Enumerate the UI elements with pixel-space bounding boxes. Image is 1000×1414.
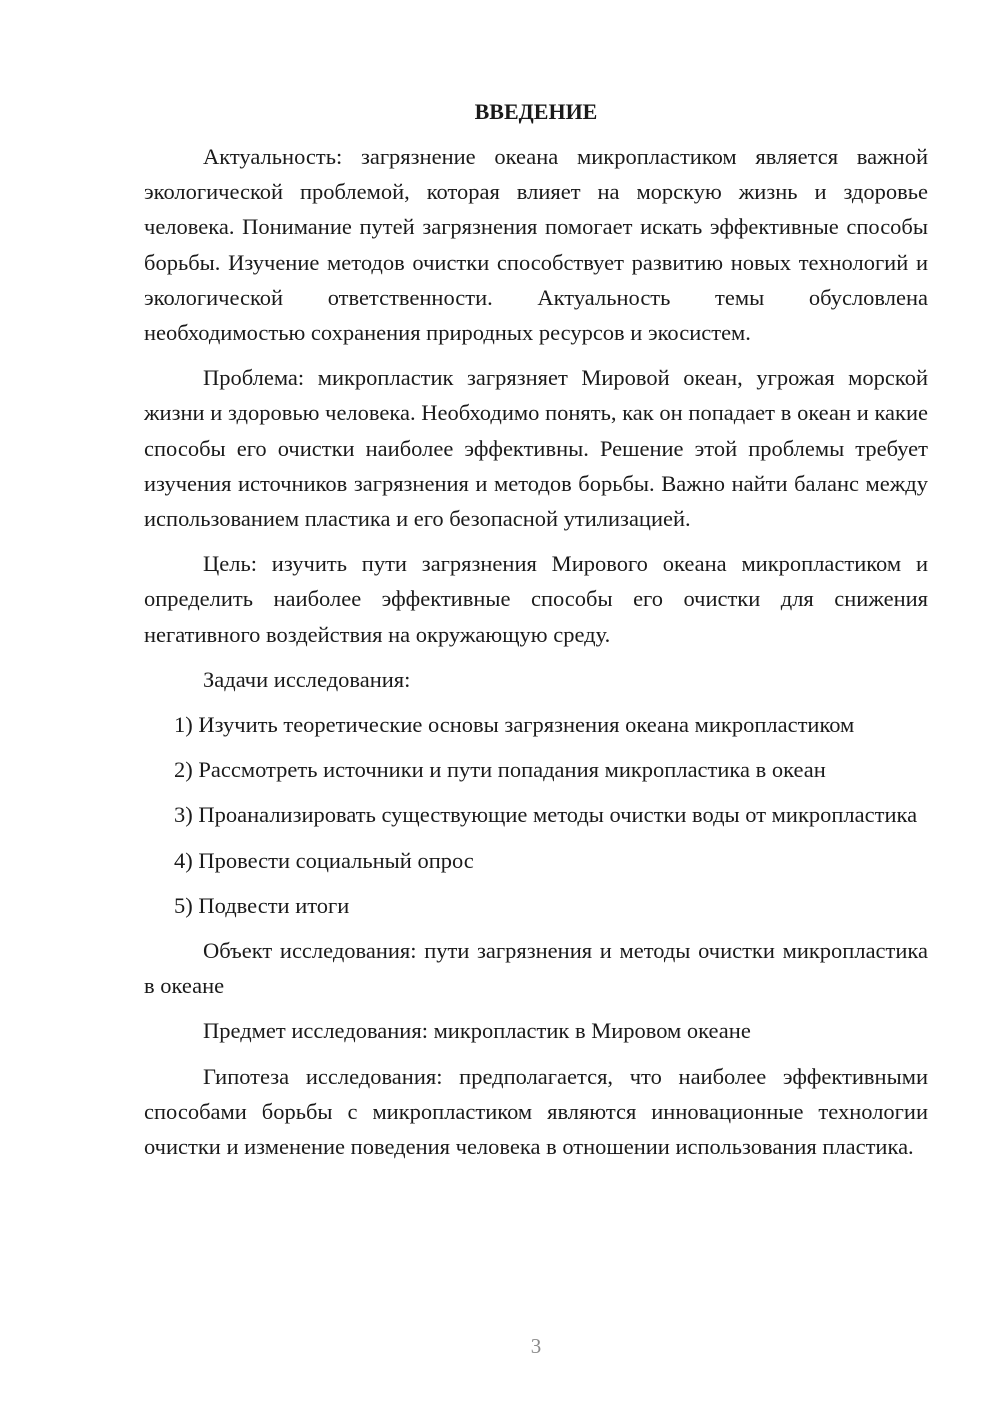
paragraph-problem: Проблема: микропластик загрязняет Мировой океан, угрожая морской жизни и здоровью человека. Необходимо понять, как он попадает в океан и какие способы его очистки наиболее эффективны. Решение этой проблемы требует изучения источников загрязнения и методов борьбы. Важно найти баланс между использованием пластика и его безопасной утилизацией. xyxy=(144,365,928,532)
tasks-list xyxy=(144,707,928,923)
paragraph-hypothesis: Гипотеза исследования: предполагается, что наиболее эффективными способами борьбы с микропластиком являются инновационные технологии очистки и изменение поведения человека в отношении использования пластика. xyxy=(144,1063,928,1160)
paragraph-subject: Предмет исследования: микропластик в Мировом океане xyxy=(203,1018,751,1044)
task-item-2: 2) Рассмотреть источники и пути попадания микропластика в океан xyxy=(174,757,826,783)
task-item-5: 5) Подвести итоги xyxy=(174,892,350,918)
tasks-heading: Задачи исследования: xyxy=(203,666,411,692)
document-page xyxy=(144,94,928,1174)
paragraph-relevance: Актуальность: загрязнение океана микропластиком является важной экологической проблемой, которая влияет на морскую жизнь и здоровье человека. Понимание путей загрязнения помогает искать эффективные способы борьбы. Изучение методов очистки способствует развитию новых технологий и экологической ответственности. Актуальность темы обусловлена необходимостью сохранения природных ресурсов и экосистем. xyxy=(144,144,928,346)
paragraph-object: Объект исследования: пути загрязнения и методы очистки микропластика в океане xyxy=(144,938,928,999)
section-title: ВВЕДЕНИЕ xyxy=(474,99,598,124)
page-number: 3 xyxy=(530,1334,542,1358)
task-item-1: 1) Изучить теоретические основы загрязнения океана микропластиком xyxy=(174,712,855,738)
task-item-4: 4) Провести социальный опрос xyxy=(174,847,474,873)
task-item-3: 3) Проанализировать существующие методы очистки воды от микропластика xyxy=(174,802,918,828)
paragraph-goal: Цель: изучить пути загрязнения Мирового океана микропластиком и определить наиболее эффективные способы его очистки для снижения негативного воздействия на окружающую среду. xyxy=(144,551,928,647)
